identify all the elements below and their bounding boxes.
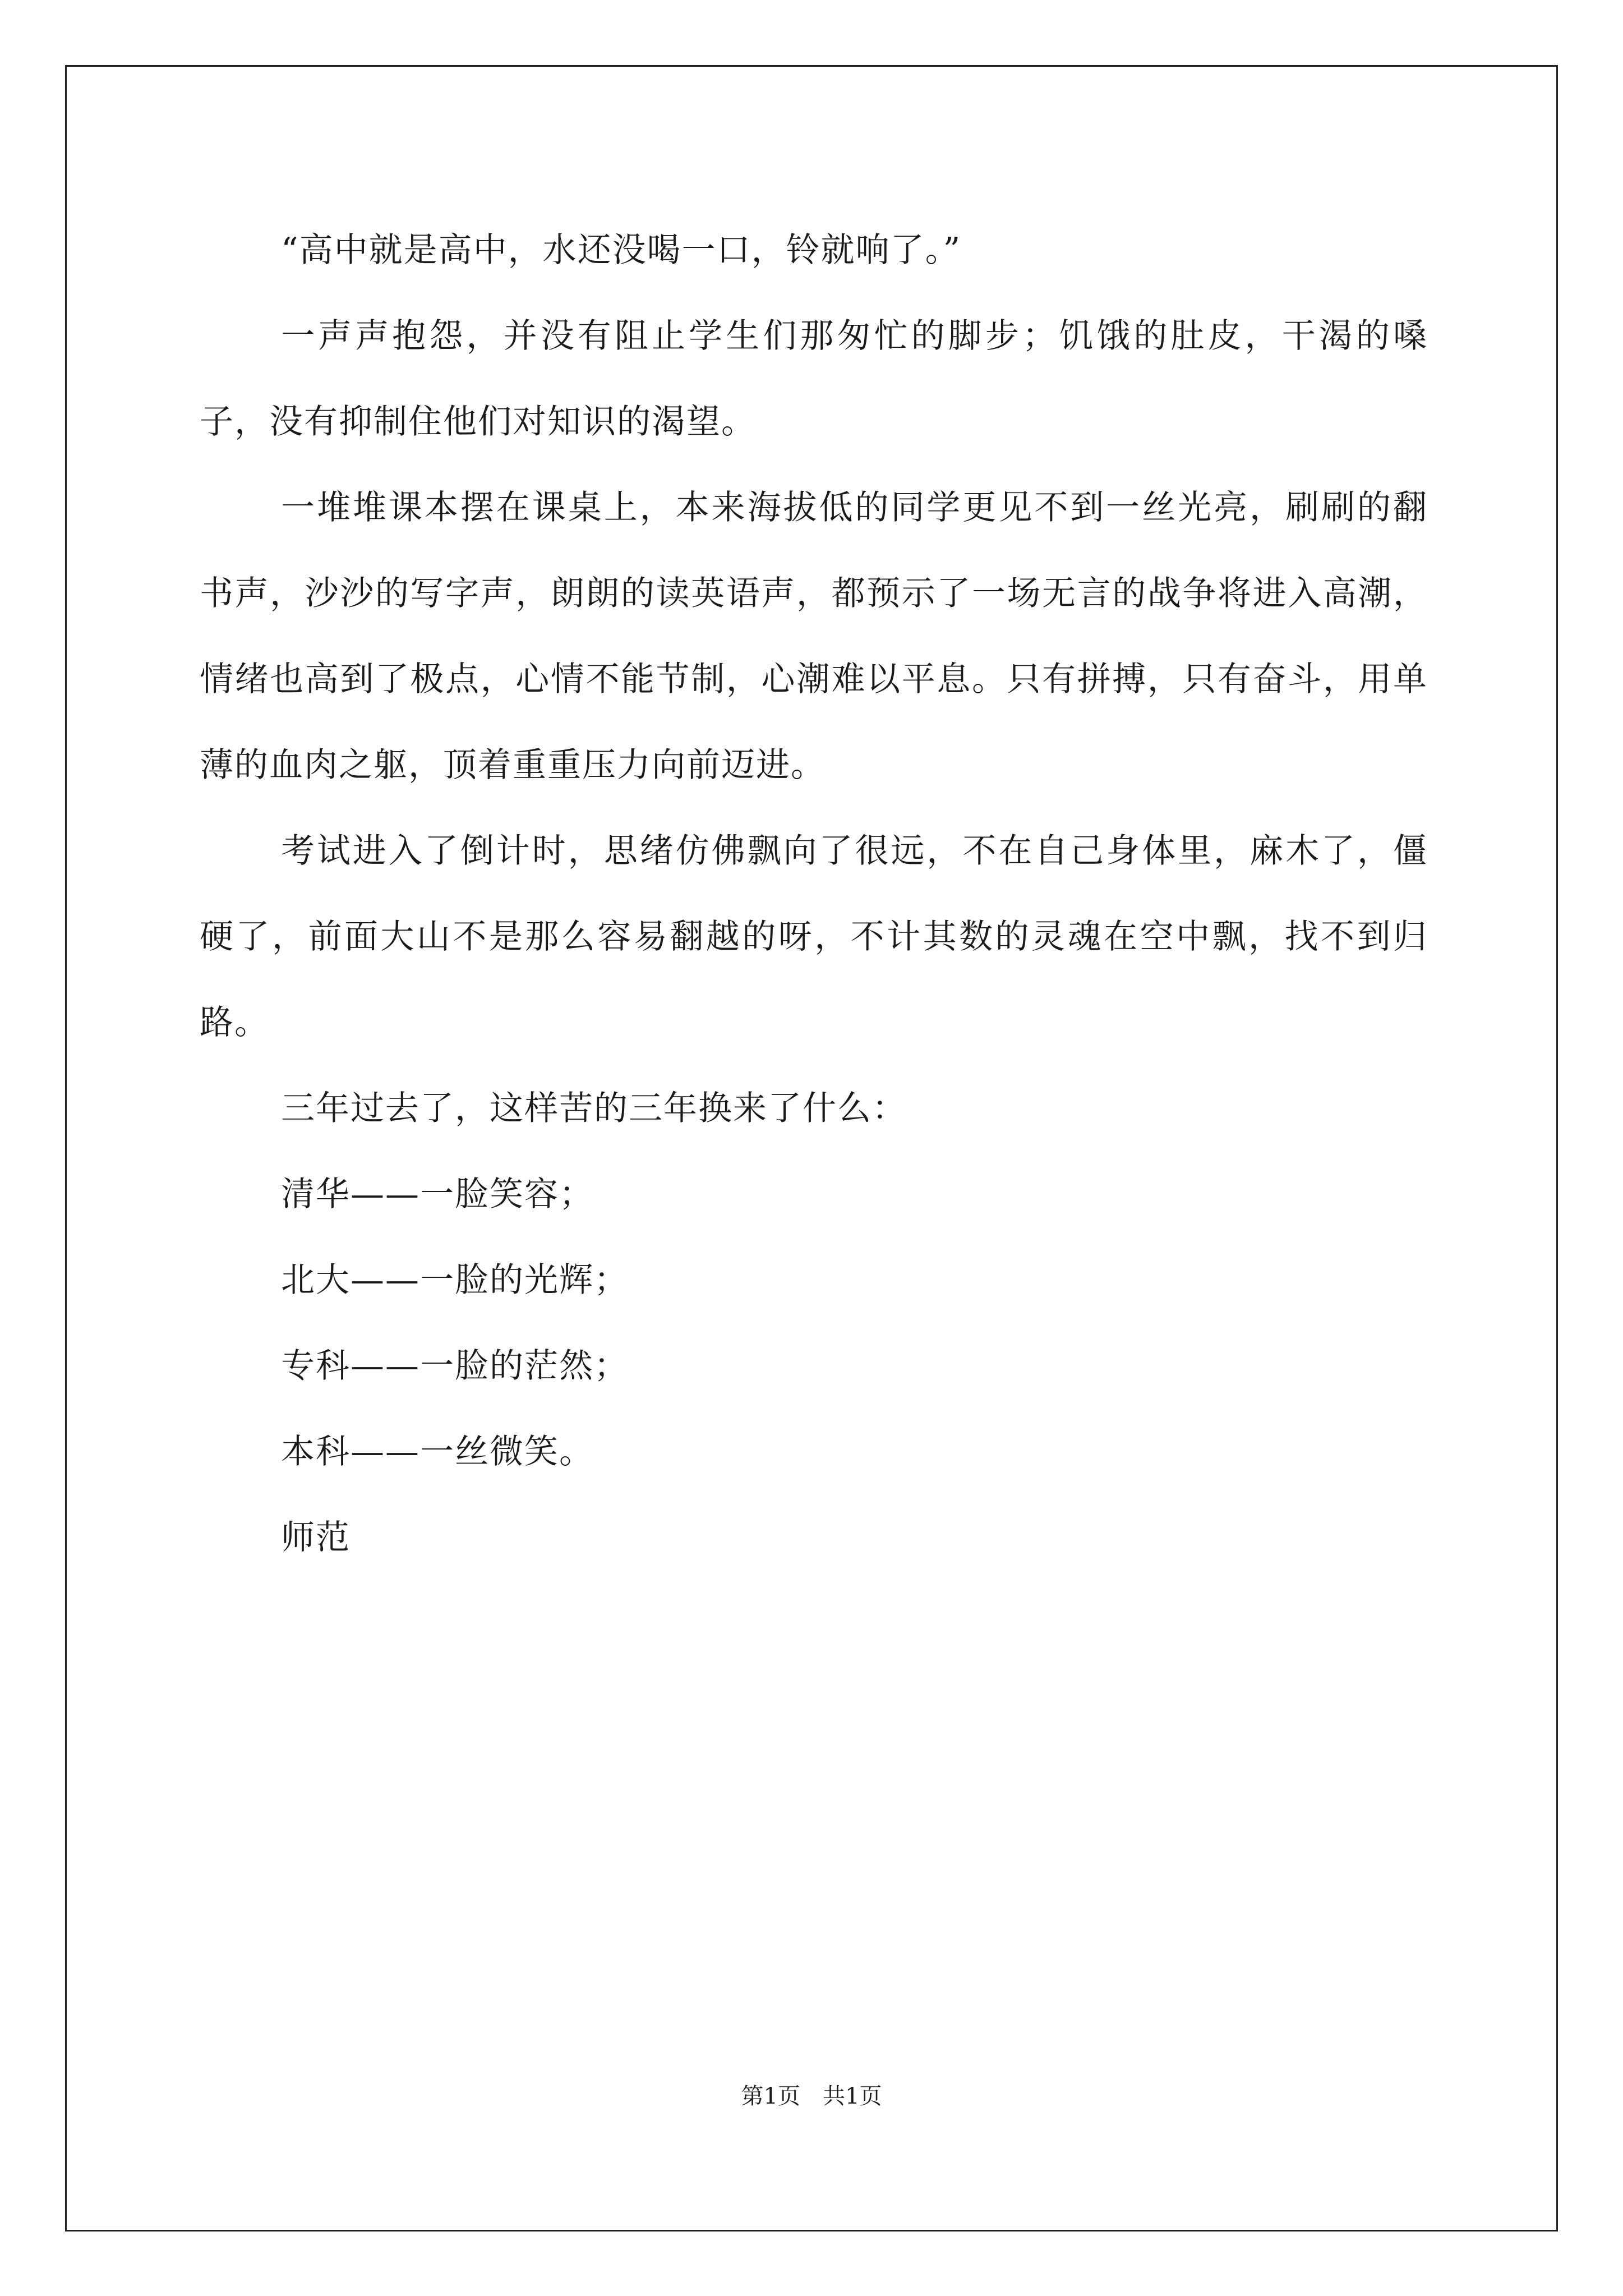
document-body (200, 208, 1428, 1581)
paragraph-4: 考试进入了倒计时，思绪仿佛飘向了很远，不在自己身体里，麻木了，僵硬了，前面大山不是那么容易翻越的呀，不计其数的灵魂在空中飘，找不到归路。 (200, 831, 1428, 1042)
paragraph-5: 三年过去了，这样苦的三年换来了什么： (281, 1089, 907, 1128)
paragraph-8: 专科——一脸的茫然； (281, 1346, 629, 1386)
paragraph-2: 一声声抱怨，并没有阻止学生们那匆忙的脚步；饥饿的肚皮，干渴的嗓子，没有抑制住他们对知识的渴望。 (200, 316, 1428, 441)
paragraph-3: 一堆堆课本摆在课桌上，本来海拔低的同学更见不到一丝光亮，刷刷的翻书声，沙沙的写字声，朗朗的读英语声，都预示了一场无言的战争将进入高潮，情绪也高到了极点，心情不能节制，心潮难以平息。只有拼搏，只有奋斗，用单薄的血肉之躯，顶着重重压力向前迈进。 (200, 488, 1428, 785)
paragraph-9: 本科——一丝微笑。 (281, 1432, 594, 1471)
page-footer: 第1页 共1页 (741, 2083, 882, 2109)
paragraph-6: 清华——一脸笑容； (281, 1175, 594, 1214)
paragraph-1: “高中就是高中，水还没喝一口，铃就响了。” (281, 231, 962, 270)
paragraph-10: 师范 (281, 1518, 351, 1557)
paragraph-7: 北大——一脸的光辉； (281, 1260, 629, 1300)
